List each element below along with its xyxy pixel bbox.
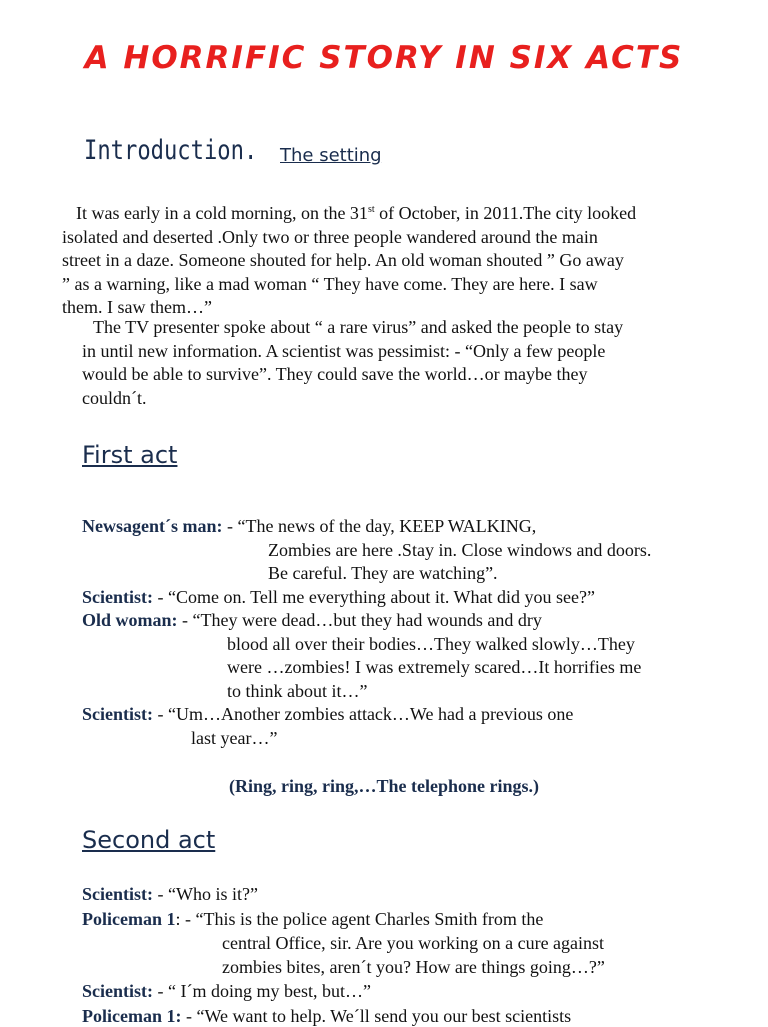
dialogue-line: Policeman 1: - “We want to help. We´ll send you our best scientists: [82, 1006, 572, 1026]
act1-heading: First act: [82, 441, 178, 469]
dialogue-line: Newsagent´s man: - “The news of the day, KEEP WALKING,: [82, 516, 537, 536]
dialogue-line: to think about it…”: [227, 680, 368, 701]
intro-paragraph-1: It was early in a cold morning, on the 31st of October, in 2011.The city looked isolated and deserted .Only two or three people wandered around the main street in a daze. Someone shouted for help. An old woman shouted ” Go away ” as a warning, like a mad woman “ They have come. They are here. I saw them. I saw them…”: [62, 203, 637, 317]
dialogue-line: zombies bites, aren´t you? How are things going…?”: [222, 957, 605, 977]
intro-subheading: The setting: [280, 145, 382, 166]
dialogue-line: Scientist: - “Come on. Tell me everything about it. What did you see?”: [82, 586, 595, 607]
act2-heading: Second act: [82, 826, 216, 854]
stage-direction: (Ring, ring, ring,…The telephone rings.): [228, 776, 539, 796]
dialogue-line: blood all over their bodies…They walked slowly…They: [227, 633, 635, 654]
dialogue-line: were …zombies! I was extremely scared…It horrifies me: [227, 657, 642, 677]
dialogue-line: last year…”: [191, 727, 278, 748]
dialogue-line: Scientist: - “ I´m doing my best, but…”: [82, 981, 371, 1001]
dialogue-line: Be careful. They are watching”.: [268, 563, 498, 583]
intro-paragraph-2: The TV presenter spoke about “ a rare virus” and asked the people to stay in until new information. A scientist was pessimist: - “Only a few people would be able to survive”. They could save the world…or maybe they couldn´t.: [82, 317, 624, 408]
dialogue-line: central Office, sir. Are you working on a cure against: [222, 933, 605, 953]
intro-heading: Introduction.: [84, 135, 258, 166]
document-title: A HORRIFIC STORY IN SIX ACTS: [84, 40, 684, 76]
dialogue-line: Scientist: - “Um…Another zombies attack…We had a previous one: [82, 704, 574, 724]
dialogue-line: Old woman: - “They were dead…but they had wounds and dry: [82, 610, 542, 630]
dialogue-line: Scientist: - “Who is it?”: [82, 884, 258, 904]
dialogue-line: Zombies are here .Stay in. Close windows and doors.: [268, 539, 652, 560]
dialogue-line: Policeman 1: - “This is the police agent Charles Smith from the: [82, 909, 544, 929]
